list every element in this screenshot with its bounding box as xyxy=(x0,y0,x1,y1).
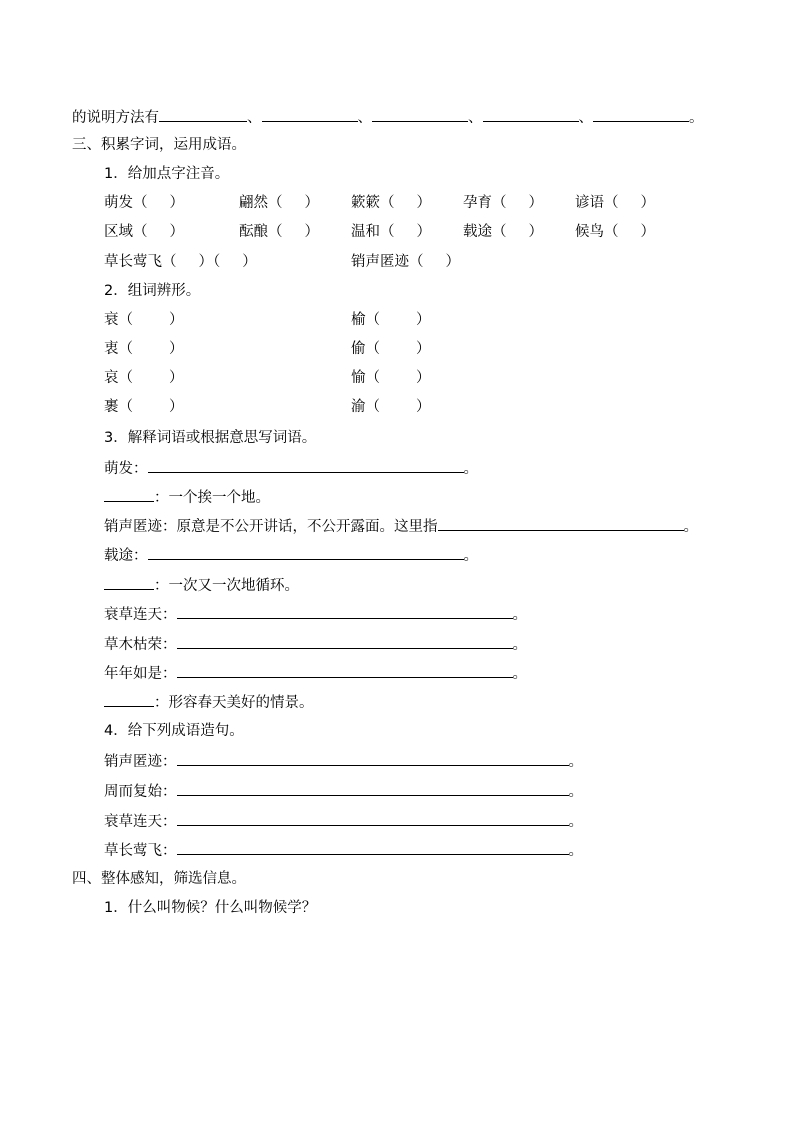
answer-blank[interactable] xyxy=(177,811,569,826)
pinyin-item: 载途（ ） xyxy=(463,224,543,240)
answer-blank[interactable] xyxy=(177,781,569,796)
definition-line: ：一次又一次地循环。 xyxy=(104,575,299,595)
methods-prefix: 的说明方法有 xyxy=(72,110,159,126)
answer-blank[interactable] xyxy=(438,516,684,531)
answer-blank[interactable] xyxy=(148,458,464,473)
period: 。 xyxy=(689,110,704,126)
pinyin-item: 候鸟（ ） xyxy=(575,224,655,240)
char-item: 哀（ ） xyxy=(104,370,184,386)
char-item: 榆（ ） xyxy=(351,312,431,328)
pinyin-item: 孕育（ ） xyxy=(463,195,543,211)
pinyin-item: 草长莺飞（ ）（ ） xyxy=(104,254,257,270)
answer-blank[interactable] xyxy=(593,107,689,122)
answer-blank[interactable] xyxy=(104,575,154,590)
sentence-line: 销声匿迹： 。 xyxy=(104,751,583,771)
answer-blank[interactable] xyxy=(159,107,247,122)
pinyin-item: 区域（ ） xyxy=(104,224,184,240)
sentence-line: 周而复始： 。 xyxy=(104,781,583,801)
separator: 、 xyxy=(468,110,483,126)
answer-blank[interactable] xyxy=(262,107,358,122)
definition-line: 年年如是： 。 xyxy=(104,663,527,683)
pinyin-item: 谚语（ ） xyxy=(575,195,655,211)
pinyin-item: 萌发（ ） xyxy=(104,195,184,211)
pinyin-item: 酝酿（ ） xyxy=(239,224,319,240)
char-item: 愉（ ） xyxy=(351,370,431,386)
answer-blank[interactable] xyxy=(177,751,569,766)
answer-blank[interactable] xyxy=(483,107,579,122)
separator: 、 xyxy=(357,110,372,126)
definition-line: 销声匿迹：原意是不公开讲话，不公开露面。这里指 。 xyxy=(104,516,698,536)
q2-title: 2．组词辨形。 xyxy=(104,283,201,299)
pinyin-item: 温和（ ） xyxy=(351,224,431,240)
section-4-heading: 四、整体感知，筛选信息。 xyxy=(72,871,246,887)
definition-line: 草木枯荣： 。 xyxy=(104,634,527,654)
methods-line xyxy=(72,107,704,127)
sentence-line: 草长莺飞： 。 xyxy=(104,840,583,860)
answer-blank[interactable] xyxy=(104,487,154,502)
definition-line: ：形容春天美好的情景。 xyxy=(104,692,314,712)
section-3-heading: 三、积累字词，运用成语。 xyxy=(72,137,246,153)
char-item: 衰（ ） xyxy=(104,312,184,328)
separator: 、 xyxy=(247,110,262,126)
char-item: 衷（ ） xyxy=(104,341,184,357)
answer-blank[interactable] xyxy=(177,840,569,855)
answer-blank[interactable] xyxy=(177,663,513,678)
sentence-line: 衰草连天： 。 xyxy=(104,811,583,831)
char-item: 渝（ ） xyxy=(351,399,431,415)
pinyin-item: 销声匿迹（ ） xyxy=(351,254,460,270)
answer-blank[interactable] xyxy=(104,692,154,707)
definition-line: ：一个挨一个地。 xyxy=(104,487,270,507)
q4-title: 4．给下列成语造句。 xyxy=(104,723,244,739)
separator: 、 xyxy=(578,110,593,126)
char-item: 偷（ ） xyxy=(351,341,431,357)
definition-line: 萌发： 。 xyxy=(104,458,478,478)
char-item: 裹（ ） xyxy=(104,399,184,415)
sec4-q1: 1．什么叫物候？什么叫物候学？ xyxy=(104,900,317,916)
answer-blank[interactable] xyxy=(148,545,464,560)
definition-line: 衰草连天： 。 xyxy=(104,604,527,624)
q3-title: 3．解释词语或根据意思写词语。 xyxy=(104,430,317,446)
pinyin-item: 簌簌（ ） xyxy=(351,195,431,211)
answer-blank[interactable] xyxy=(372,107,468,122)
answer-blank[interactable] xyxy=(177,634,513,649)
pinyin-item: 翩然（ ） xyxy=(239,195,319,211)
answer-blank[interactable] xyxy=(177,604,513,619)
q1-title: 1．给加点字注音。 xyxy=(104,166,230,182)
definition-line: 载途： 。 xyxy=(104,545,478,565)
